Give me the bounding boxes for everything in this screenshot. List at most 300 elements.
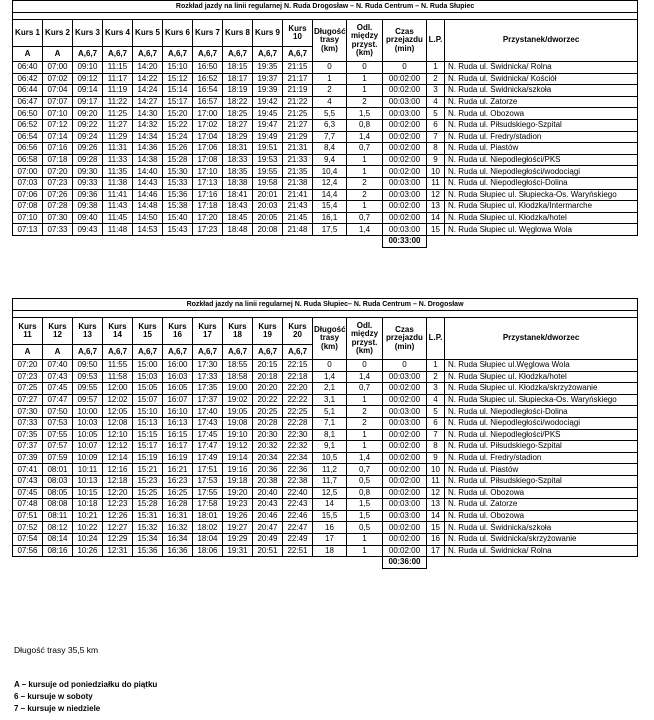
route-length-km: 0 (313, 62, 347, 74)
departure-time: 21:38 (283, 177, 313, 189)
departure-time: 17:20 (193, 212, 223, 224)
departure-time: 07:57 (43, 441, 73, 453)
operating-days-marker: A,6,7 (163, 345, 193, 360)
stop-name: N. Ruda ul. Świdnicka/ Rolna (445, 545, 638, 557)
kurs-header: Kurs 18 (223, 318, 253, 345)
distance-between-stops: 1,4 (347, 131, 383, 143)
departure-time: 16:05 (163, 383, 193, 395)
departure-time: 09:17 (73, 96, 103, 108)
stop-name: N. Ruda ul. Świdnicka/skrzyżowanie (445, 533, 638, 545)
travel-time: 00:02:00 (383, 143, 427, 155)
departure-time: 15:24 (163, 131, 193, 143)
departure-time: 17:00 (193, 108, 223, 120)
kurs-header: Kurs 14 (103, 318, 133, 345)
departure-time: 10:05 (73, 429, 103, 441)
route-length-km: 5,1 (313, 406, 347, 418)
departure-time: 12:26 (103, 510, 133, 522)
departure-time: 19:42 (253, 96, 283, 108)
table-row (13, 499, 638, 511)
departure-time: 06:56 (13, 143, 43, 155)
departure-time: 10:13 (73, 475, 103, 487)
travel-time: 00:02:00 (383, 441, 427, 453)
departure-time: 10:11 (73, 464, 103, 476)
total-row-blank (13, 235, 383, 247)
departure-time: 15:40 (163, 212, 193, 224)
departure-time: 09:14 (73, 85, 103, 97)
kurs-header: Kurs 9 (253, 20, 283, 47)
table-row (13, 201, 638, 213)
departure-time: 15:15 (133, 429, 163, 441)
stop-name: N. Ruda ul. Niepodległości/wodociągi (445, 166, 638, 178)
departure-time: 15:17 (133, 441, 163, 453)
total-row (13, 557, 638, 569)
distance-between-stops: 1 (347, 429, 383, 441)
departure-time: 11:25 (103, 108, 133, 120)
kurs-header: Kurs 8 (223, 20, 253, 47)
departure-time: 15:28 (133, 499, 163, 511)
table-row (13, 73, 638, 85)
departure-time: 14:30 (133, 108, 163, 120)
departure-time: 07:12 (43, 119, 73, 131)
departure-time: 11:38 (103, 177, 133, 189)
travel-time: 00:03:00 (383, 406, 427, 418)
route-length-km: 1,4 (313, 371, 347, 383)
travel-time: 00:02:00 (383, 212, 427, 224)
departure-time: 19:31 (223, 545, 253, 557)
departure-time: 07:00 (13, 166, 43, 178)
departure-time: 22:25 (283, 406, 313, 418)
departure-time: 20:30 (253, 429, 283, 441)
departure-time: 22:40 (283, 487, 313, 499)
departure-time: 07:59 (43, 452, 73, 464)
table-title: Rozkład jazdy na linii regularnej N. Ruda Słupiec– N. Ruda Centrum – N. Drogosław (13, 299, 638, 311)
departure-time: 18:19 (223, 85, 253, 97)
distance-between-stops: 1 (347, 154, 383, 166)
departure-time: 20:15 (253, 360, 283, 372)
departure-time: 17:45 (193, 429, 223, 441)
departure-time: 17:43 (193, 417, 223, 429)
departure-time: 20:43 (253, 499, 283, 511)
operating-days-marker: A,6,7 (103, 345, 133, 360)
departure-time: 19:58 (253, 177, 283, 189)
travel-time: 0 (383, 62, 427, 74)
departure-time: 18:45 (223, 212, 253, 224)
stop-number: 3 (427, 383, 445, 395)
table-row (13, 522, 638, 534)
spacer-row (13, 13, 638, 20)
departure-time: 22:20 (283, 383, 313, 395)
departure-time: 15:31 (133, 510, 163, 522)
departure-time: 15:32 (133, 522, 163, 534)
departure-time: 12:31 (103, 545, 133, 557)
departure-time: 19:23 (223, 499, 253, 511)
departure-time: 17:10 (193, 166, 223, 178)
departure-time: 18:31 (223, 143, 253, 155)
route-length-km: 14,4 (313, 189, 347, 201)
departure-time: 21:15 (283, 62, 313, 74)
departure-time: 22:28 (283, 417, 313, 429)
distance-between-stops: 1 (347, 441, 383, 453)
operating-days-marker: A,6,7 (223, 345, 253, 360)
departure-time: 18:02 (193, 522, 223, 534)
stop-number: 14 (427, 510, 445, 522)
departure-time: 22:18 (283, 371, 313, 383)
departure-time: 15:36 (163, 189, 193, 201)
distance-between-stops: 1 (347, 394, 383, 406)
stop-name: N. Ruda ul. Niepodległości/wodociągi (445, 417, 638, 429)
distance-between-stops: 0,8 (347, 487, 383, 499)
operating-days-marker: A,6,7 (73, 47, 103, 62)
route-length-km: 9,1 (313, 441, 347, 453)
legend-sundays: 7 – kursuje w niedziele (14, 704, 101, 713)
departure-time: 19:39 (253, 85, 283, 97)
operating-days-marker: A,6,7 (223, 47, 253, 62)
table-row (13, 154, 638, 166)
departure-time: 09:36 (73, 189, 103, 201)
departure-time: 19:14 (223, 452, 253, 464)
departure-time: 19:51 (253, 143, 283, 155)
departure-time: 19:47 (253, 119, 283, 131)
departure-time: 16:32 (163, 522, 193, 534)
table-row (13, 452, 638, 464)
departure-time: 10:22 (73, 522, 103, 534)
departure-time: 16:00 (163, 360, 193, 372)
departure-time: 20:38 (253, 475, 283, 487)
departure-time: 07:00 (43, 62, 73, 74)
departure-time: 17:06 (193, 143, 223, 155)
departure-time: 07:03 (13, 177, 43, 189)
departure-time: 16:31 (163, 510, 193, 522)
departure-time: 07:10 (13, 212, 43, 224)
departure-time: 09:57 (73, 394, 103, 406)
table-row (13, 464, 638, 476)
distance-between-stops: 1 (347, 166, 383, 178)
departure-time: 19:35 (253, 62, 283, 74)
stop-name: N. Ruda ul. Niepodległości/PKS (445, 154, 638, 166)
distance-between-stops: 1,4 (347, 224, 383, 236)
travel-time: 00:02:00 (383, 166, 427, 178)
distance-between-stops: 1 (347, 73, 383, 85)
departure-time: 19:29 (223, 533, 253, 545)
departure-time: 14:20 (133, 62, 163, 74)
departure-time: 17:49 (193, 452, 223, 464)
spacer-cell (13, 13, 638, 20)
departure-time: 19:53 (253, 154, 283, 166)
departure-time: 16:21 (163, 464, 193, 476)
timetable-2 (12, 298, 638, 569)
departure-time: 14:24 (133, 85, 163, 97)
departure-time: 15:20 (163, 108, 193, 120)
kurs-header: Kurs 7 (193, 20, 223, 47)
departure-time: 14:48 (133, 201, 163, 213)
departure-time: 15:28 (163, 154, 193, 166)
route-length-km: 15,4 (313, 201, 347, 213)
departure-time: 07:14 (43, 131, 73, 143)
operating-days-marker: A,6,7 (253, 47, 283, 62)
stop-name: N. Ruda ul. Świdnicka/ Rolna (445, 62, 638, 74)
departure-time: 11:58 (103, 371, 133, 383)
table-row (13, 475, 638, 487)
departure-time: 07:54 (13, 533, 43, 545)
route-length-km: 10,4 (313, 166, 347, 178)
legend-saturdays: 6 – kursuje w soboty (14, 692, 93, 701)
route-length-text: Długość trasy 35,5 km (14, 645, 99, 655)
departure-time: 19:45 (253, 108, 283, 120)
departure-time: 07:25 (13, 383, 43, 395)
departure-time: 12:16 (103, 464, 133, 476)
departure-time: 11:35 (103, 166, 133, 178)
route-length-km: 17 (313, 533, 347, 545)
legend-weekdays: A – kursuje od poniedziałku do piątku (14, 680, 158, 689)
length-header: Długość trasy (km) (313, 318, 347, 360)
departure-time: 09:24 (73, 131, 103, 143)
departure-time: 20:32 (253, 441, 283, 453)
spacer-row (13, 311, 638, 318)
table-row (13, 189, 638, 201)
departure-time: 10:03 (73, 417, 103, 429)
departure-time: 11:27 (103, 119, 133, 131)
header-row (13, 318, 638, 345)
departure-time: 14:46 (133, 189, 163, 201)
departure-time: 22:38 (283, 475, 313, 487)
departure-time: 17:37 (193, 394, 223, 406)
departure-time: 12:29 (103, 533, 133, 545)
travel-time: 00:02:00 (383, 522, 427, 534)
stop-number: 7 (427, 131, 445, 143)
distance-between-stops: 2 (347, 189, 383, 201)
departure-time: 11:29 (103, 131, 133, 143)
departure-time: 20:28 (253, 417, 283, 429)
distance-between-stops: 1 (347, 85, 383, 97)
total-row-blank-right (427, 557, 638, 569)
stop-name: N. Ruda ul. Niepodległości-Dolina (445, 406, 638, 418)
travel-time: 00:02:00 (383, 85, 427, 97)
stop-number: 6 (427, 417, 445, 429)
distance-between-stops: 1,4 (347, 452, 383, 464)
departure-time: 08:03 (43, 475, 73, 487)
departure-time: 07:27 (13, 394, 43, 406)
operating-days-marker: A (43, 345, 73, 360)
departure-time: 07:55 (43, 429, 73, 441)
travel-time: 00:03:00 (383, 499, 427, 511)
departure-time: 11:48 (103, 224, 133, 236)
distance-between-stops: 1,4 (347, 371, 383, 383)
table-row (13, 383, 638, 395)
stop-number: 12 (427, 487, 445, 499)
distance-between-stops: 1 (347, 201, 383, 213)
departure-time: 17:16 (193, 189, 223, 201)
stop-name: N. Ruda ul. Fredry/stadion (445, 131, 638, 143)
departure-time: 17:51 (193, 464, 223, 476)
departure-time: 07:04 (43, 85, 73, 97)
departure-time: 07:13 (13, 224, 43, 236)
departure-time: 12:08 (103, 417, 133, 429)
title-row (13, 1, 638, 13)
travel-time: 00:03:00 (383, 189, 427, 201)
departure-time: 18:58 (223, 371, 253, 383)
table-row (13, 533, 638, 545)
route-length-km: 4 (313, 96, 347, 108)
route-length-km: 0 (313, 360, 347, 372)
departure-time: 15:34 (133, 533, 163, 545)
route-length-km: 7,1 (313, 417, 347, 429)
departure-time: 21:25 (283, 108, 313, 120)
departure-time: 21:43 (283, 201, 313, 213)
stop-name: N. Ruda ul. Piłsudskiego-Szpital (445, 475, 638, 487)
operating-days-marker: A,6,7 (163, 47, 193, 62)
departure-time: 12:02 (103, 394, 133, 406)
operating-days-marker: A,6,7 (283, 47, 313, 62)
departure-time: 07:07 (43, 96, 73, 108)
departure-time: 16:52 (193, 73, 223, 85)
departure-time: 09:30 (73, 166, 103, 178)
operating-days-marker: A (13, 345, 43, 360)
distance-between-stops: 2 (347, 406, 383, 418)
stop-name: N. Ruda ul. Piastów (445, 464, 638, 476)
route-length-km: 10,5 (313, 452, 347, 464)
table-row (13, 510, 638, 522)
departure-time: 09:26 (73, 143, 103, 155)
departure-time: 15:17 (163, 96, 193, 108)
stop-name: N. Ruda Słupiec ul. Kłodzka/Intermarche (445, 201, 638, 213)
departure-time: 07:20 (13, 360, 43, 372)
table-row (13, 441, 638, 453)
distance-between-stops: 0 (347, 62, 383, 74)
kurs-header: Kurs 16 (163, 318, 193, 345)
departure-time: 19:49 (253, 131, 283, 143)
route-length-km: 17,5 (313, 224, 347, 236)
stop-number: 15 (427, 522, 445, 534)
distance-between-stops: 1,5 (347, 499, 383, 511)
departure-time: 15:14 (163, 85, 193, 97)
departure-time: 21:27 (283, 119, 313, 131)
table-row (13, 224, 638, 236)
stop-name: N. Ruda ul. Niepodległości/PKS (445, 429, 638, 441)
departure-time: 09:10 (73, 62, 103, 74)
departure-time: 17:04 (193, 131, 223, 143)
table-row (13, 85, 638, 97)
departure-time: 21:17 (283, 73, 313, 85)
stop-header: Przystanek/dworzec (445, 20, 638, 62)
departure-time: 19:12 (223, 441, 253, 453)
travel-time: 00:03:00 (383, 510, 427, 522)
departure-time: 09:38 (73, 201, 103, 213)
departure-time: 14:36 (133, 143, 163, 155)
departure-time: 09:43 (73, 224, 103, 236)
between-header: Odl. między przyst. (km) (347, 20, 383, 62)
stop-name: N. Ruda ul. Piastów (445, 143, 638, 155)
stop-number: 15 (427, 224, 445, 236)
departure-time: 07:45 (13, 487, 43, 499)
departure-time: 18:04 (193, 533, 223, 545)
departure-time: 17:23 (193, 224, 223, 236)
departure-time: 09:40 (73, 212, 103, 224)
departure-time: 08:05 (43, 487, 73, 499)
departure-time: 06:52 (13, 119, 43, 131)
departure-time: 17:47 (193, 441, 223, 453)
departure-time: 16:17 (163, 441, 193, 453)
table-row (13, 212, 638, 224)
departure-time: 07:30 (43, 212, 73, 224)
departure-time: 08:11 (43, 510, 73, 522)
departure-time: 19:05 (223, 406, 253, 418)
departure-time: 20:51 (253, 545, 283, 557)
operating-days-marker: A,6,7 (133, 47, 163, 62)
departure-time: 07:43 (43, 371, 73, 383)
stop-name: N. Ruda ul. Obozowa (445, 108, 638, 120)
travel-time: 00:02:00 (383, 394, 427, 406)
departure-time: 15:05 (133, 383, 163, 395)
departure-time: 22:46 (283, 510, 313, 522)
stop-number: 11 (427, 475, 445, 487)
distance-between-stops: 1,5 (347, 108, 383, 120)
departure-time: 14:32 (133, 119, 163, 131)
departure-time: 11:17 (103, 73, 133, 85)
departure-time: 16:03 (163, 371, 193, 383)
departure-time: 14:22 (133, 73, 163, 85)
operating-days-marker: A (43, 47, 73, 62)
stop-number: 13 (427, 201, 445, 213)
departure-time: 08:08 (43, 499, 73, 511)
stop-number: 9 (427, 452, 445, 464)
departure-time: 09:53 (73, 371, 103, 383)
stop-name: N. Ruda Słupiec ul.Węglowa Wola (445, 360, 638, 372)
operating-days-marker: A,6,7 (133, 345, 163, 360)
table-row (13, 166, 638, 178)
departure-time: 22:22 (283, 394, 313, 406)
operating-days-marker: A,6,7 (73, 345, 103, 360)
kurs-header: Kurs 3 (73, 20, 103, 47)
departure-time: 17:53 (193, 475, 223, 487)
departure-time: 16:50 (193, 62, 223, 74)
departure-time: 16:28 (163, 499, 193, 511)
travel-time: 00:02:00 (383, 73, 427, 85)
operating-days-marker: A,6,7 (253, 345, 283, 360)
departure-time: 06:50 (13, 108, 43, 120)
travel-time: 00:03:00 (383, 96, 427, 108)
departure-time: 17:30 (193, 360, 223, 372)
departure-time: 17:58 (193, 499, 223, 511)
departure-time: 21:41 (283, 189, 313, 201)
stop-name: N. Ruda Słupiec ul. Kłodzka/hotel (445, 212, 638, 224)
departure-time: 21:48 (283, 224, 313, 236)
departure-time: 15:22 (163, 119, 193, 131)
route-length-km: 12,4 (313, 177, 347, 189)
route-length-km: 6,3 (313, 119, 347, 131)
kurs-header: Kurs 13 (73, 318, 103, 345)
departure-time: 20:46 (253, 510, 283, 522)
stop-name: N. Ruda Słupiec ul. Węglowa Wola (445, 224, 638, 236)
total-row-blank (13, 557, 383, 569)
departure-time: 12:27 (103, 522, 133, 534)
departure-time: 15:03 (133, 371, 163, 383)
departure-time: 07:52 (13, 522, 43, 534)
length-header: Długość trasy (km) (313, 20, 347, 62)
departure-time: 15:10 (133, 406, 163, 418)
departure-time: 11:41 (103, 189, 133, 201)
departure-time: 10:00 (73, 406, 103, 418)
departure-time: 07:08 (13, 201, 43, 213)
stop-number: 8 (427, 441, 445, 453)
kurs-header: Kurs 11 (13, 318, 43, 345)
departure-time: 11:22 (103, 96, 133, 108)
departure-time: 19:08 (223, 417, 253, 429)
time-header: Czas przejazdu (min) (383, 318, 427, 360)
departure-time: 07:53 (43, 417, 73, 429)
operating-days-marker: A,6,7 (103, 47, 133, 62)
table-row (13, 143, 638, 155)
route-length-km: 7,7 (313, 131, 347, 143)
